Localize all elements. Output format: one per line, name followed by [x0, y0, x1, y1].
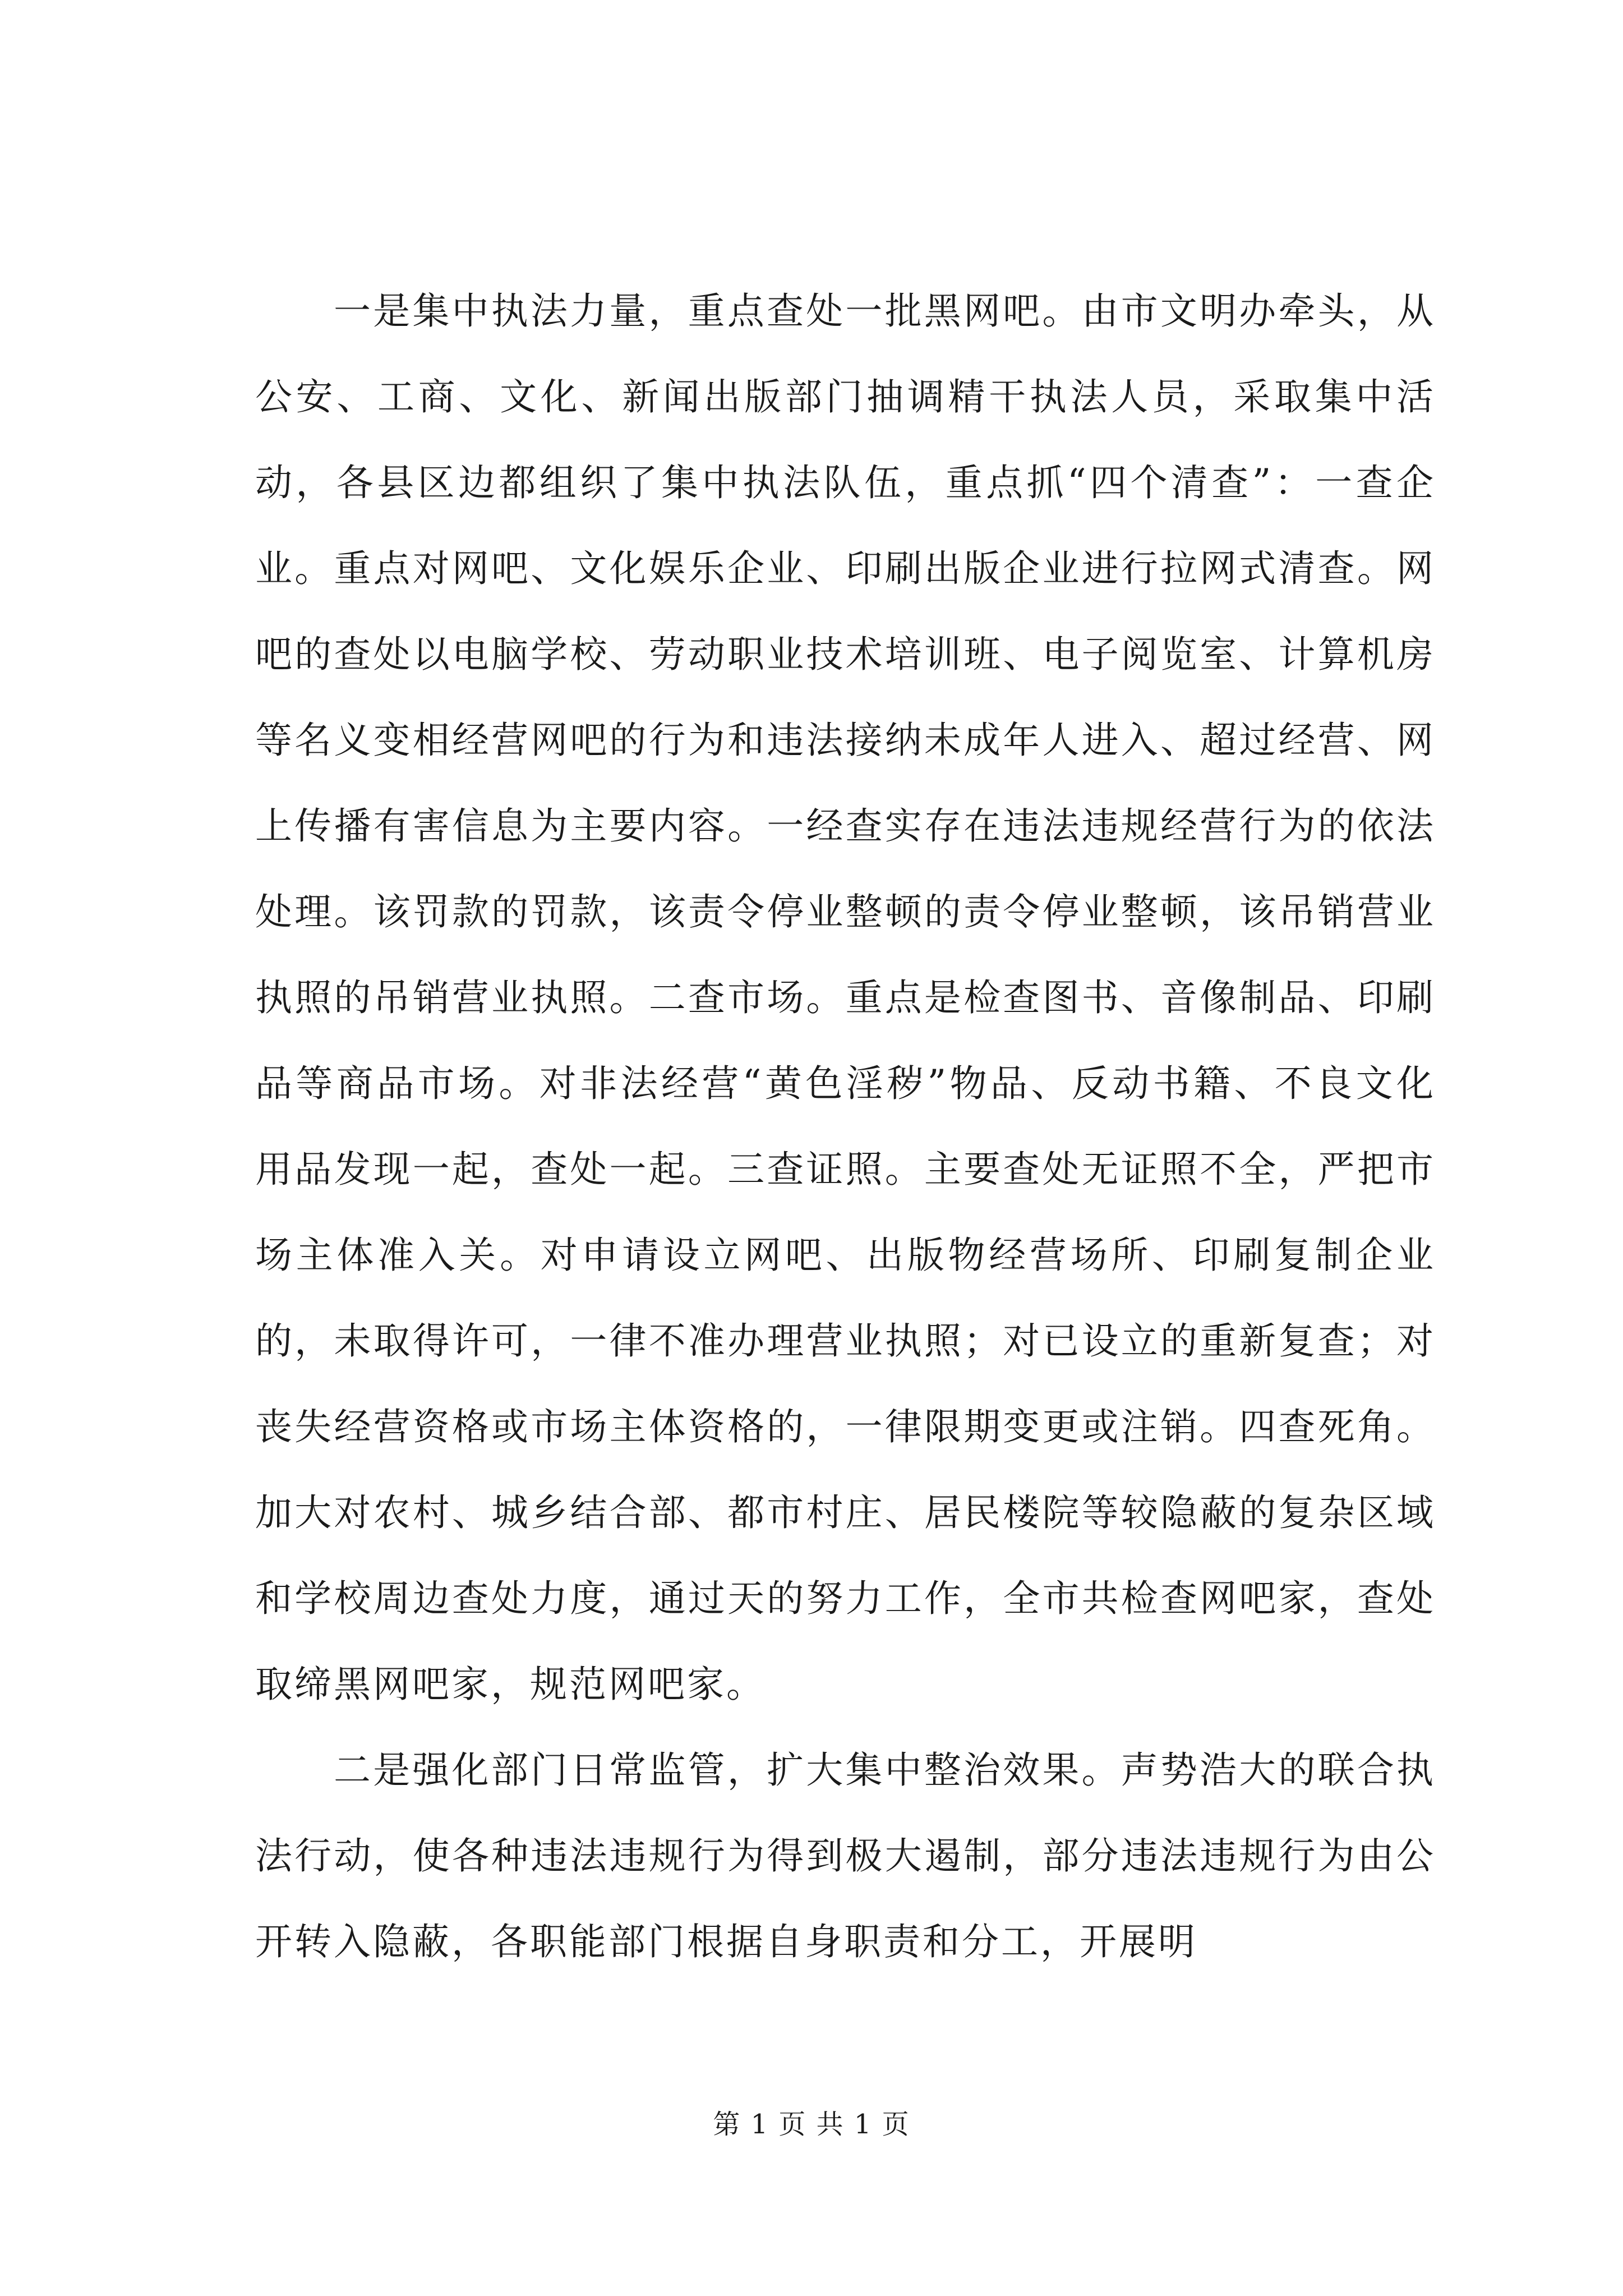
page-footer: 第 1 页 共 1 页 — [713, 2109, 910, 2140]
document-body — [255, 268, 1436, 1985]
paragraph-2: 二是强化部门日常监管，扩大集中整治效果。声势浩大的联合执法行动，使各种违法违规行为得到极大遏制，部分违法违规行为由公开转入隐蔽，各职能部门根据自身职责和分工，开展明 — [255, 1749, 1436, 1963]
paragraph-1: 一是集中执法力量，重点查处一批黑网吧。由市文明办牵头，从公安、工商、文化、新闻出版部门抽调精干执法人员，采取集中活动，各县区边都组织了集中执法队伍，重点抓“四个清查”：一查企业。重点对网吧、文化娱乐企业、印刷出版企业进行拉网式清查。网吧的查处以电脑学校、劳动职业技术培训班、电子阅览室、计算机房等名义变相经营网吧的行为和违法接纳未成年人进入、超过经营、网上传播有害信息为主要内容。一经查实存在违法违规经营行为的依法处理。该罚款的罚款，该责令停业整顿的责令停业整顿，该吊销营业执照的吊销营业执照。二查市场。重点是检查图书、音像制品、印刷品等商品市场。对非法经营“黄色淫秽”物品、反动书籍、不良文化用品发现一起，查处一起。三查证照。主要查处无证照不全，严把市场主体准入关。对申请设立网吧、出版物经营场所、印刷复制企业的，未取得许可，一律不准办理营业执照；对已设立的重新复查；对丧失经营资格或市场主体资格的，一律限期变更或注销。四查死角。加大对农村、城乡结合部、都市村庄、居民楼院等较隐蔽的复杂区域和学校周边查处力度，通过天的努力工作，全市共检查网吧家，查处取缔黑网吧家，规范网吧家。 — [255, 289, 1436, 1706]
